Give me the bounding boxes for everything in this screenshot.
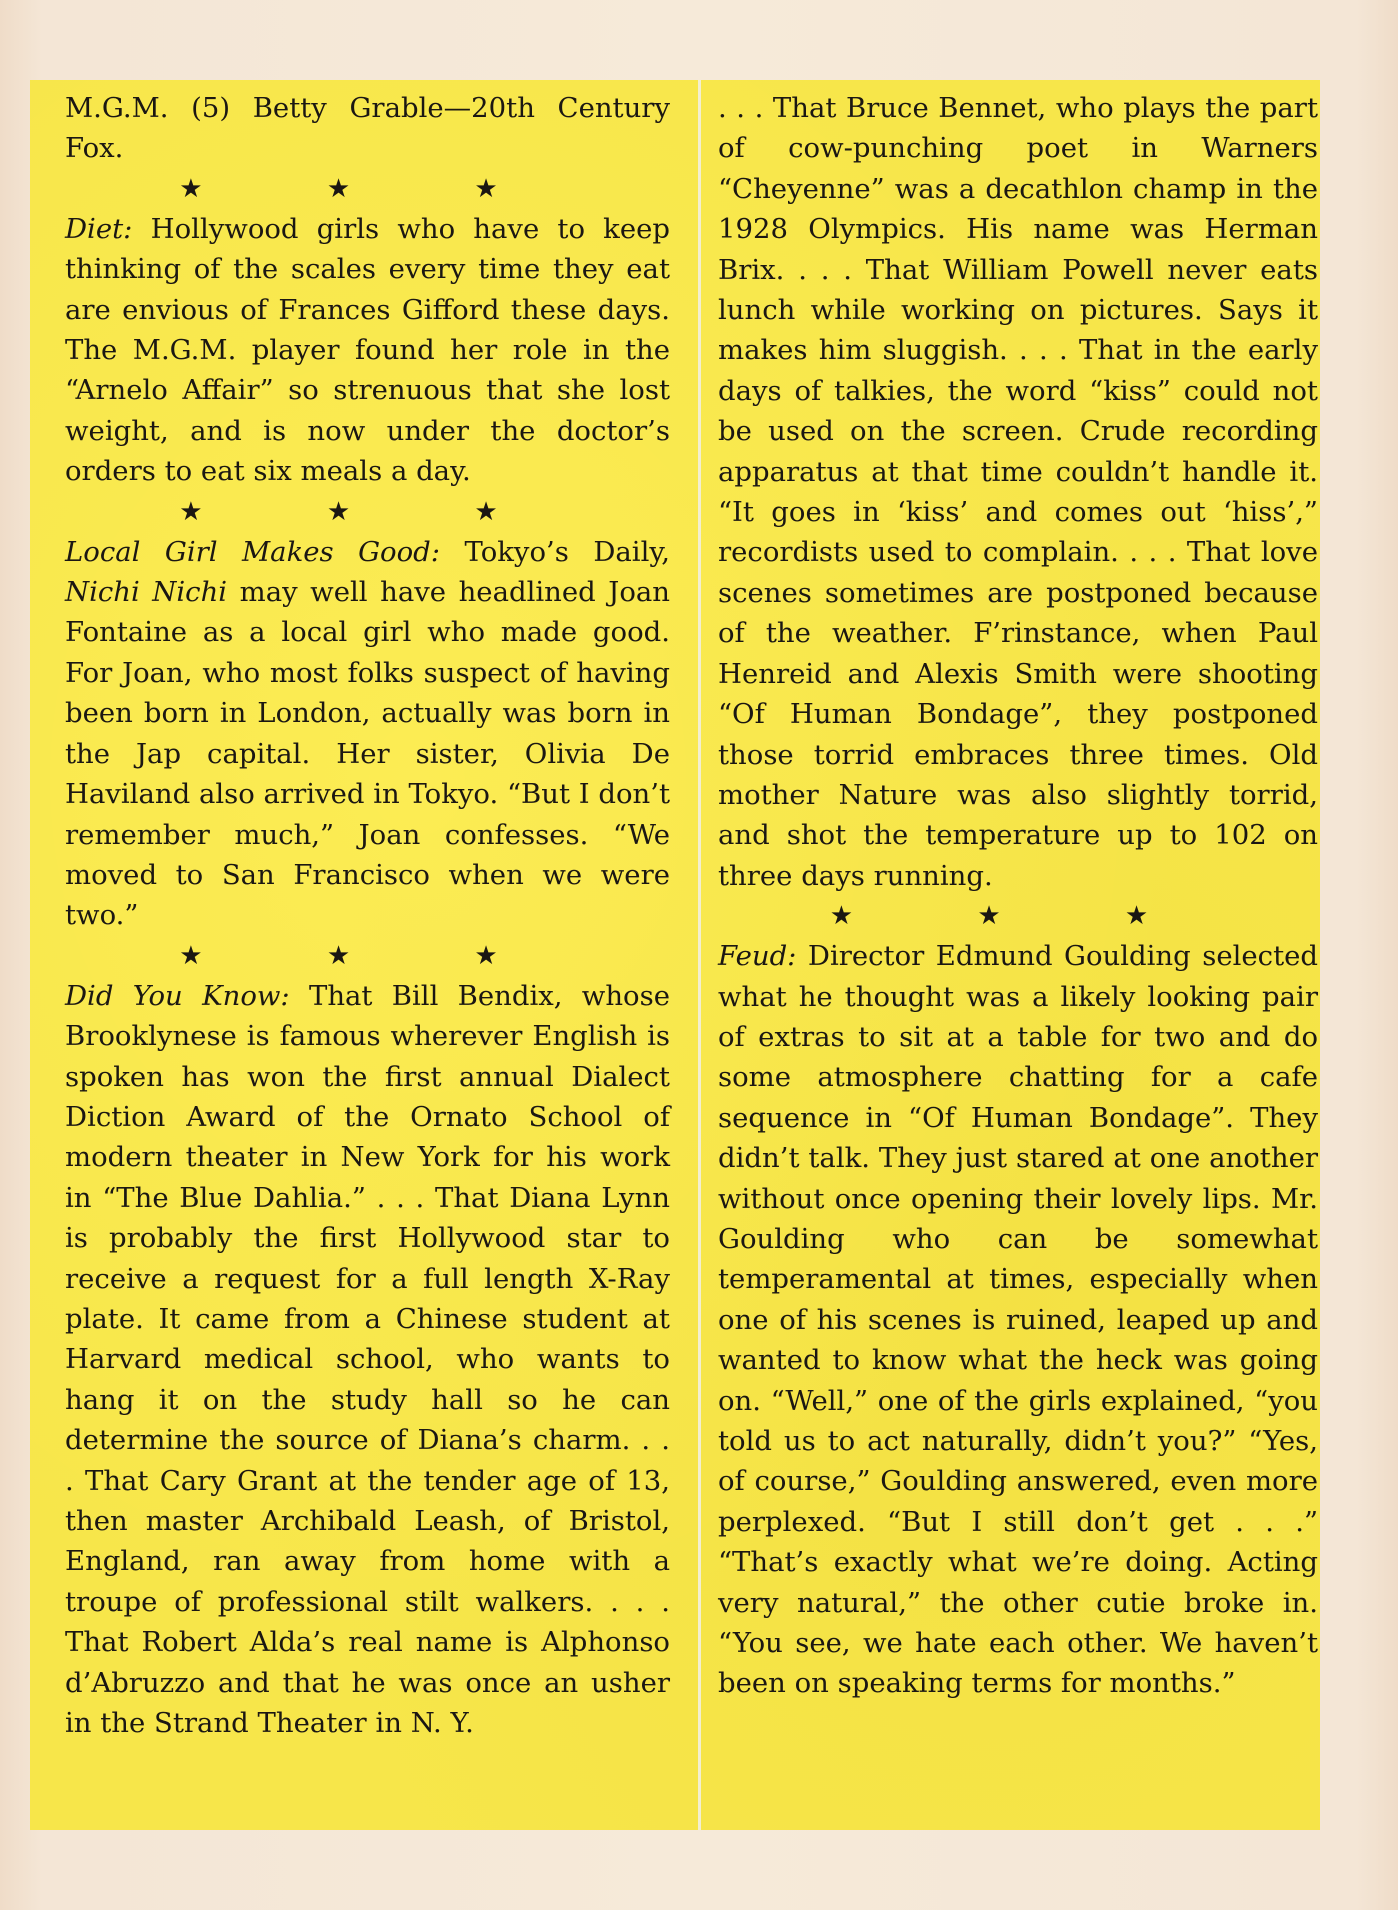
local-girl-text-b: may well have headlined Joan Fontaine as a local girl who made good. For Joan, who most folks suspect of having been born in London, actually was born in the Jap capital. Her sister, Olivia De Haviland also arrived in Tokyo. “But I don’t remember much,” Joan confesses. “We moved to San Francisco when we were two.” (65, 576, 670, 932)
feud-paragraph (718, 936, 1318, 1704)
feud-heading: Feud: (718, 940, 797, 973)
intro-paragraph: M.G.M. (5) Betty Grable—20th Century Fox. (65, 92, 670, 165)
local-girl-text-a: Tokyo’s Daily, (440, 535, 670, 568)
newspaper-name: Nichi Nichi (65, 576, 228, 609)
did-you-know-text: That Bill Bendix, whose Brooklynese is famous wherever English is spoken has won the first annual Dialect Diction Award of the Ornato School of modern theater in New York for his work in “The Blue Dahlia.” . . . That Diana Lynn is probably the first Hollywood star to receive a request for a full length X-Ray plate. It came from a Chinese student at Harvard medical school, who wants to hang it on the study hall so he can determine the source of Diana’s charm. . . . That Cary Grant at the tender age of 13, then master Archibald Leash, of Bristol, England, ran away from home with a troupe of professional stilt walkers. . . . That Robert Alda’s real name is Alphonso d’Abruzzo and that he was once an usher in the Strand Theater in N. Y. (65, 979, 670, 1740)
diet-text: Hollywood girls who have to keep thinking of the scales every time they eat are envious of Frances Gifford these days. The M.G.M. player found her role in the “Arnelo Affair” so strenuous that she lost weight, and is now under the doctor’s orders to eat six meals a day. (65, 212, 670, 488)
did-you-know-heading: Did You Know: (65, 979, 290, 1012)
star-separator: ★ ★ ★ (179, 173, 556, 204)
left-column (65, 88, 670, 1743)
local-girl-heading: Local Girl Makes Good: (65, 535, 441, 568)
did-you-know-paragraph (65, 976, 670, 1744)
star-separator: ★ ★ ★ (179, 496, 556, 527)
right-column (718, 88, 1318, 1704)
feud-text: Director Edmund Goulding selected what he thought was a likely looking pair of extras to sit at a table for two and do some atmosphere chatting for a cafe sequence in “Of Human Bondage”. They didn’t talk. They just stared at one another without once opening their lovely lips. Mr. Goulding who can be somewhat temperamental at times, especially when one of his scenes is ruined, leaped up and wanted to know what the heck was going on. “Well,” one of the girls explained, “you told us to act naturally, didn’t you?” “Yes, of course,” Goulding answered, even more perplexed. “But I still don’t get . . .” “That’s exactly what we’re doing. Acting very natural,” the other cutie broke in. “You see, we hate each other. We haven’t been on speaking terms for months.” (718, 940, 1318, 1700)
diet-heading: Diet: (65, 212, 133, 245)
column-divider (698, 80, 701, 1830)
diet-paragraph (65, 209, 670, 492)
local-girl-paragraph (65, 532, 670, 936)
star-separator: ★ ★ ★ (179, 940, 556, 971)
continuation-paragraph: . . . That Bruce Bennet, who plays the part of cow-punching poet in Warners “Cheyenne” was a decathlon champ in the 1928 Olympics. His name was Herman Brix. . . . That William Powell never eats lunch while working on pictures. Says it makes him sluggish. . . . That in the early days of talkies, the word “kiss” could not be used on the screen. Crude recording apparatus at that time couldn’t handle it. “It goes in ‘kiss’ and comes out ‘hiss’,” recordists used to complain. . . . That love scenes sometimes are postponed because of the weather. F’rinstance, when Paul Henreid and Alexis Smith were shooting “Of Human Bondage”, they postponed those torrid embraces three times. Old mother Nature was also slightly torrid, and shot the temperature up to 102 on three days running. (718, 92, 1318, 892)
star-separator: ★ ★ ★ (829, 901, 1207, 932)
